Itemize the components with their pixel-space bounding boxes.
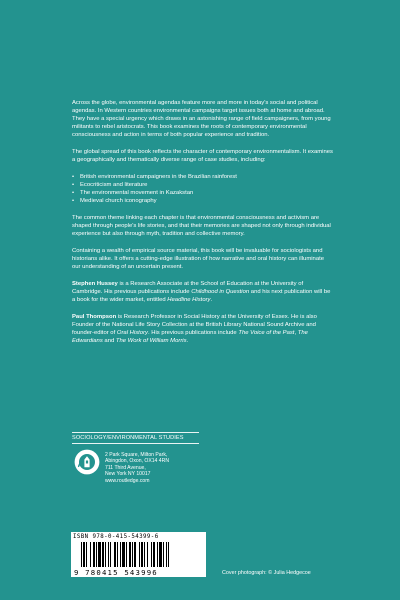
barcode-bar	[168, 542, 169, 567]
barcode-bar	[147, 542, 148, 567]
barcode-bar	[153, 542, 155, 567]
blurb-theme: The common theme linking each chapter is that environmental consciousness and activism are shaped through people's life stories, and that their memories are shaped not only through individual experience but also through myth, tradition and collective memory.	[72, 215, 331, 237]
barcode-bar	[141, 542, 143, 567]
barcode-bar	[98, 542, 101, 567]
cover-photo-credit: Cover photograph: © Julia Hedgecoe	[222, 570, 311, 576]
address-line: 711 Third Avenue,	[105, 464, 146, 471]
book-title: Childhood in Question	[191, 289, 250, 295]
bio-text: .	[210, 297, 213, 303]
author-name: Stephen Hussey	[72, 281, 118, 287]
barcode-bar	[129, 542, 131, 567]
case-study-item: • Ecocriticism and literature	[72, 181, 334, 189]
bio-text: and	[102, 338, 116, 344]
barcode-bar	[134, 542, 136, 567]
barcode-bar	[166, 542, 167, 567]
case-study-item: • British environmental campaigners in the Brazilian rainforest	[72, 173, 334, 181]
barcode-bar	[90, 542, 91, 567]
barcode-bar	[139, 542, 140, 567]
subject-category: SOCIOLOGY/ENVIRONMENTAL STUDIES	[72, 432, 199, 444]
barcode-bar	[102, 542, 104, 567]
author-bio-thompson	[72, 313, 334, 345]
book-title: The Work of William Morris	[115, 338, 187, 344]
barcode-bar	[110, 542, 111, 567]
bio-text: .	[186, 338, 189, 344]
barcode-bar	[122, 542, 125, 567]
routledge-logo-icon	[74, 449, 100, 475]
barcode-bar	[96, 542, 97, 567]
journal-title: Oral History	[116, 330, 148, 336]
barcode-bar	[105, 542, 106, 567]
barcode-bar	[86, 542, 87, 567]
address-line: 2 Park Square, Milton Park,	[105, 452, 168, 458]
barcode-bar	[163, 542, 164, 567]
barcode-bar	[114, 542, 116, 567]
address-line: Abingdon, Oxon, OX14 4RN	[105, 458, 169, 465]
publisher-block	[72, 448, 212, 518]
publisher-url: www.routledge.com	[105, 477, 150, 484]
barcode-digits: 9 780415 543996	[74, 568, 158, 577]
barcode-bar	[126, 542, 127, 567]
author-bio-hussey	[72, 280, 334, 304]
bio-text: . His previous publications include	[147, 330, 239, 336]
barcode-bar	[108, 542, 109, 567]
barcode-bar	[93, 542, 95, 567]
barcode-bar	[157, 542, 158, 567]
barcode-bars	[81, 542, 201, 567]
isbn-label: ISBN 978-0-415-54399-6	[73, 534, 159, 540]
address-line: New York NY 10017	[105, 471, 151, 478]
barcode-block	[71, 532, 206, 577]
bio-text: and his next publication will be a book for the wider market, entitled	[72, 289, 331, 303]
back-cover-blurb	[72, 99, 334, 354]
book-title: Headline History	[167, 297, 211, 303]
bio-text: is a Research Associate at the School of Education at the University of Cambridge. His previous publications include	[72, 281, 304, 295]
book-title: The Edwardians	[72, 330, 308, 344]
barcode-bar	[117, 542, 118, 567]
case-study-item: • Medieval church iconography	[72, 197, 334, 205]
case-study-item: • The environmental movement in Kazakstan	[72, 189, 334, 197]
book-title: The Voice of the Past	[238, 330, 295, 336]
publisher-address	[105, 452, 205, 484]
blurb-spread: The global spread of this book reflects the character of contemporary environmentalism. It examines a geographically and thematically diverse range of case studies, including:	[72, 149, 333, 163]
barcode-bar	[132, 542, 133, 567]
barcode-bar	[81, 542, 82, 567]
blurb-intro: Across the globe, environmental agendas feature more and more in today's social and political agendas. In Western countries environmental campaigns target issues both at home and abroad. They have a special urgency which draws in an astonishing range of field campaigners, from young militants to rebel aristocrats. This book examines the roots of contemporary environmental consciousness and action in terms of both popular experience and tradition.	[72, 100, 331, 138]
author-name: Paul Thompson	[72, 314, 117, 320]
barcode-bar	[144, 542, 145, 567]
barcode-bar	[151, 542, 152, 567]
barcode-bar	[120, 542, 121, 567]
bio-text: ,	[294, 330, 298, 336]
barcode-bar	[159, 542, 162, 567]
bio-text: is Research Professor in Social History at the University of Essex. He is also Founder of the National Life Story Collection at the British Library National Sound Archive and founder-editor of	[72, 314, 317, 336]
barcode-bar	[83, 542, 85, 567]
case-study-list	[72, 173, 334, 205]
blurb-sources: Containing a wealth of empirical source material, this book will be invaluable for sociologists and historians alike. It offers a cutting-edge illustration of how narrative and oral history can illuminate our understanding of an uncertain present.	[72, 248, 325, 270]
